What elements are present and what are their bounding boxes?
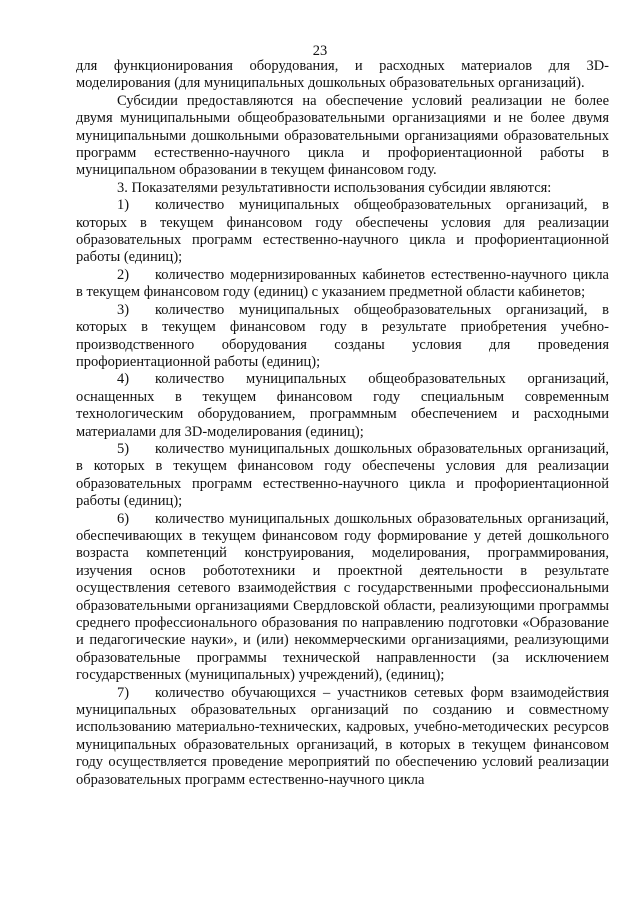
list-item-number: 1) bbox=[117, 197, 130, 214]
list-item-text: количество модернизированных кабинетов естественно-научного цикла в текущем финансовом году (единиц) с указанием предметной области кабинетов; bbox=[76, 266, 609, 301]
list-item bbox=[76, 371, 609, 441]
list-item-number: 3) bbox=[117, 301, 130, 318]
list-item-text: количество муниципальных дошкольных образовательных организаций, обеспечивающих в текущем финансовом году формирование у детей дошкольного возраста компетенций конструирования, моделирования, программирования, изучения основ робототехники и проектной деятельности в результате осуществления сетевого взаимодействия с государственными профессиональными образовательными организациями Свердловской области, реализующими программы среднего профессионального образования по направлению подготовки «Образование и педагогические науки», и (или) некоммерческими организациями, реализующими образовательные программы технической направленности (за исключением государственных (муниципальных) учреждений), (единиц); bbox=[76, 510, 609, 684]
list-item-number: 5) bbox=[117, 440, 130, 457]
list-item-text: количество муниципальных общеобразовательных организаций, оснащенных в текущем финансовом году специальным современным технологическим оборудованием, программным обеспечением и расходными материалами для 3D-моделирования (единиц); bbox=[76, 371, 609, 440]
list-item-text: количество муниципальных общеобразовательных организаций, в которых в текущем финансовом году в результате приобретения учебно-производственного оборудования созданы условия для проведения профориентационной работы (единиц); bbox=[76, 301, 609, 370]
paragraph-continuation: для функционирования оборудования, и расходных материалов для 3D-моделирования (для муниципальных дошкольных образовательных организаций). bbox=[76, 58, 609, 92]
list-item bbox=[76, 685, 609, 789]
list-item-text: количество муниципальных дошкольных образовательных организаций, в которых в текущем финансовом году обеспечены условия для реализации образовательных программ естественно-научного цикла и профориентационной работы (единиц); bbox=[76, 440, 609, 510]
list-item bbox=[76, 441, 609, 511]
paragraph-indicators-heading: 3. Показателями результативности использования субсидии являются: bbox=[117, 179, 552, 196]
list-item-number: 2) bbox=[117, 266, 130, 283]
list-item bbox=[76, 267, 609, 302]
paragraph-subsidies: Субсидии предоставляются на обеспечение условий реализации не более двумя муниципальными общеобразовательными организациями и не более двумя муниципальными дошкольными образовательными организациями образовательных программ естественно-научного цикла и профориентационной работы в муниципальном образовании в текущем финансовом году. bbox=[76, 92, 609, 179]
list-item-number: 7) bbox=[117, 684, 130, 701]
page-number: 23 bbox=[312, 43, 328, 59]
list-item bbox=[76, 511, 609, 685]
list-item-text: количество обучающихся – участников сетевых форм взаимодействия муниципальных образовательных организаций по созданию и совместному использованию материально-технических, кадровых, учебно-методических ресурсов муниципальных образовательных организаций, в которых в текущем финансовом году осуществляется проведение мероприятий по обеспечению условий реализации образовательных программ естественно-научного цикла bbox=[76, 684, 609, 788]
list-item-text: количество муниципальных общеобразовательных организаций, в которых в текущем финансовом году обеспечены условия для реализации образовательных программ естественно-научного цикла и профориентационной работы (единиц); bbox=[76, 197, 609, 266]
list-item bbox=[76, 302, 609, 372]
list-item-number: 6) bbox=[117, 510, 130, 527]
list-item bbox=[76, 197, 609, 267]
list-item-number: 4) bbox=[117, 371, 130, 388]
document-body bbox=[76, 58, 609, 789]
